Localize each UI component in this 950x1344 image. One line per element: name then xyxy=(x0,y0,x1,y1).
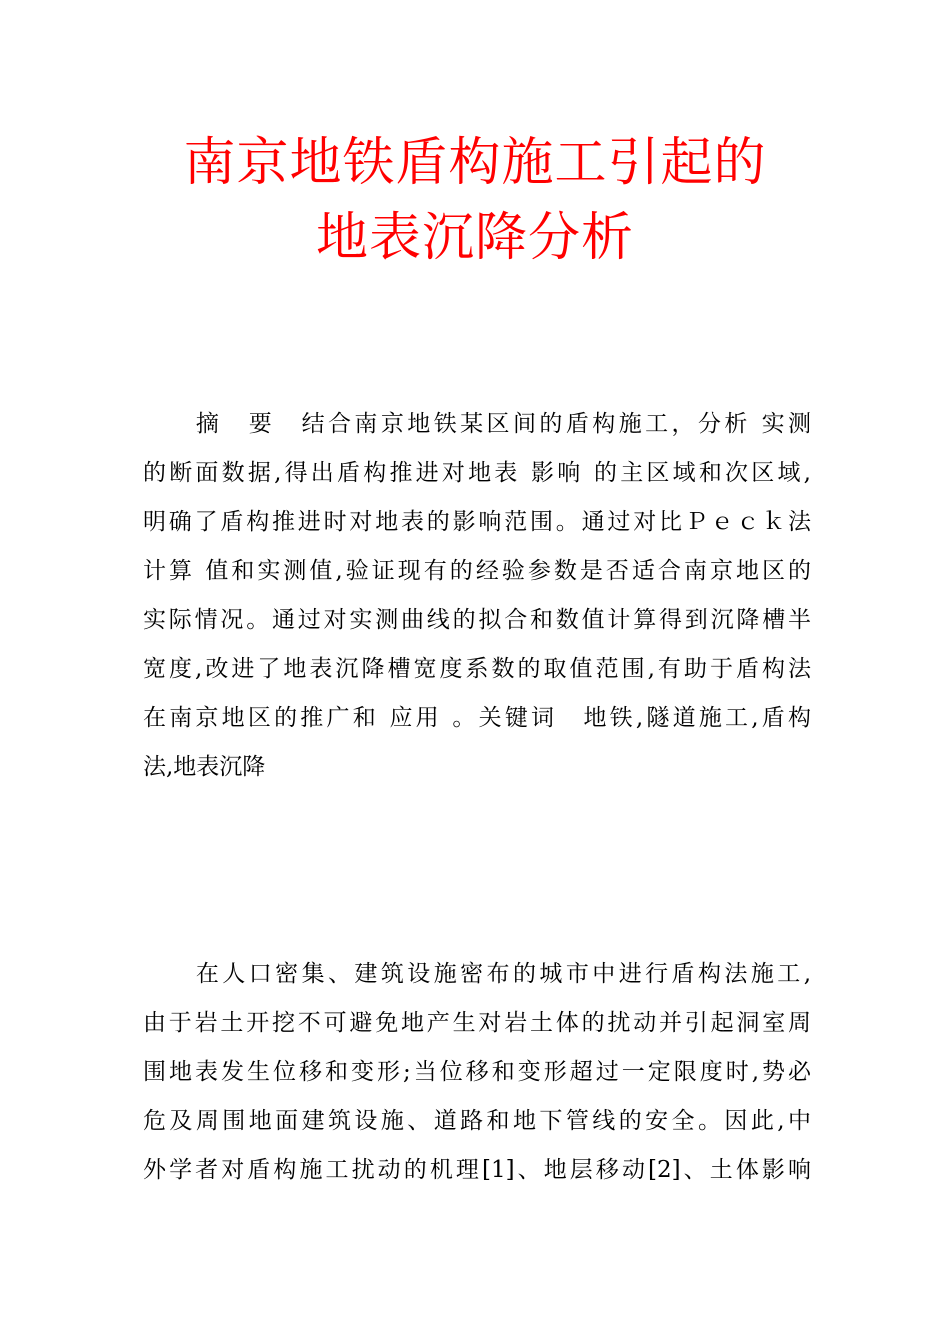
abstract-line: 的断面数据,得出盾构推进对地表 影响 的主区域和次区域, xyxy=(143,460,811,486)
abstract-line: 明确了盾构推进时对地表的影响范围。通过对比Ｐｅｃｋ法 xyxy=(143,509,811,535)
abstract-line: 摘 要 结合南京地铁某区间的盾构施工，分析 实测 xyxy=(143,411,811,437)
intro-line: 由于岩土开挖不可避免地产生对岩土体的扰动并引起洞室周 xyxy=(143,1010,811,1036)
abstract-line: 实际情况。通过对实测曲线的拟合和数值计算得到沉降槽半 xyxy=(143,607,811,633)
intro-line: 危及周围地面建筑设施、道路和地下管线的安全。因此,中 xyxy=(143,1108,811,1134)
title-line-2: 地表沉降分析 xyxy=(315,208,634,268)
intro-line: 外学者对盾构施工扰动的机理[1]、地层移动[2]、土体影响 xyxy=(143,1157,811,1183)
abstract-line: 计算 值和实测值,验证现有的经验参数是否适合南京地区的 xyxy=(143,558,811,584)
intro-line: 在人口密集、建筑设施密布的城市中进行盾构法施工, xyxy=(143,961,811,987)
intro-paragraph xyxy=(143,950,811,1195)
abstract-line: 法,地表沉降 xyxy=(143,754,266,780)
abstract-paragraph xyxy=(143,400,811,792)
abstract-line: 在南京地区的推广和 应用 。关键词 地铁,隧道施工,盾构 xyxy=(143,705,811,731)
title-line-1: 南京地铁盾构施工引起的 xyxy=(183,133,767,193)
intro-line: 围地表发生位移和变形;当位移和变形超过一定限度时,势必 xyxy=(143,1059,811,1085)
abstract-line: 宽度,改进了地表沉降槽宽度系数的取值范围,有助于盾构法 xyxy=(143,656,811,682)
